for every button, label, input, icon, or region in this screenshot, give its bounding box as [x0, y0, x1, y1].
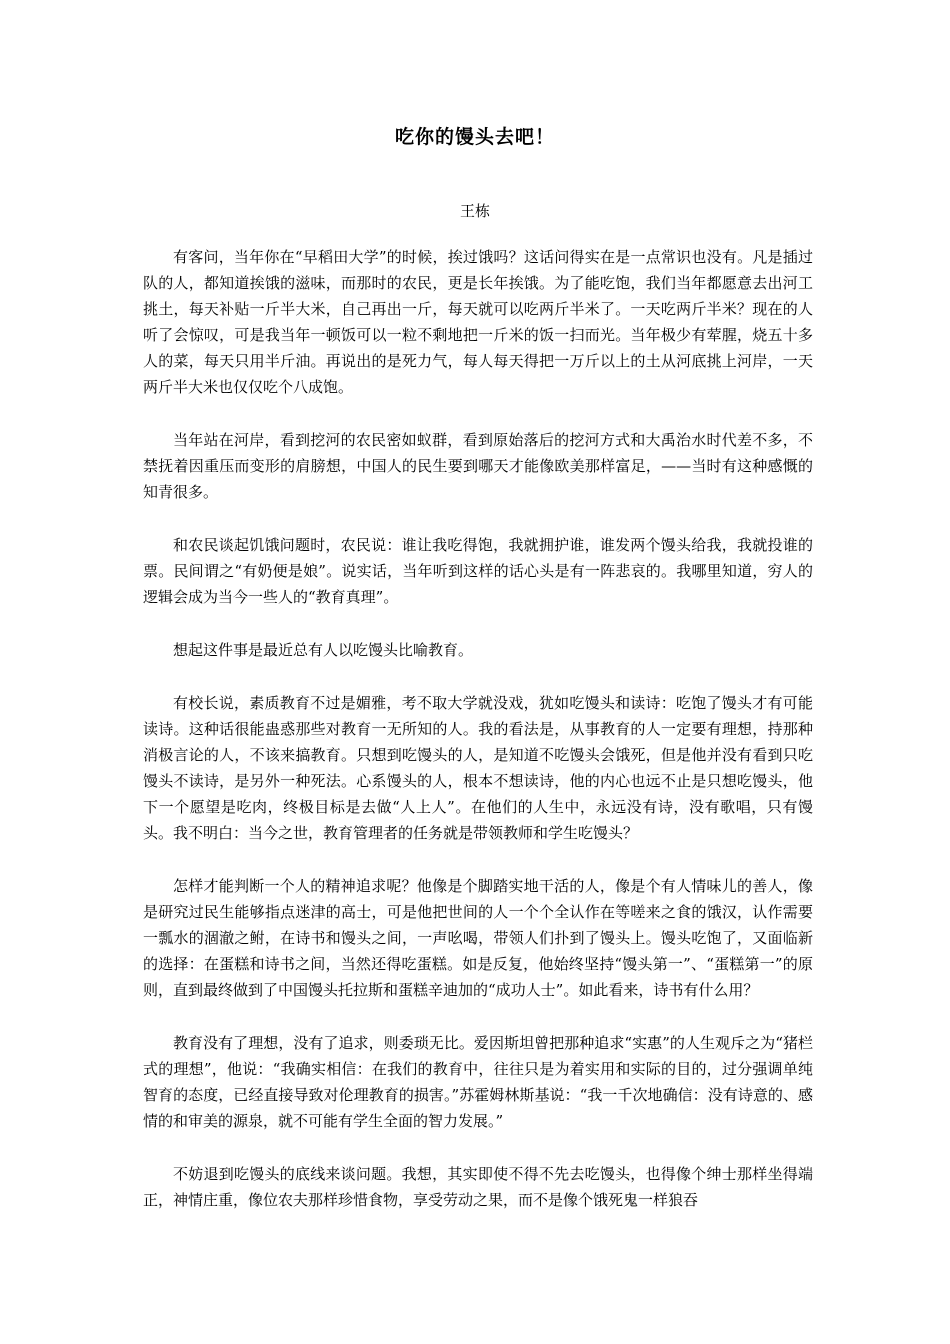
paragraph: 想起这件事是最近总有人以吃馒头比喻教育。	[173, 641, 474, 659]
paragraph: 当年站在河岸，看到挖河的农民密如蚁群，看到原始落后的挖河方式和大禹治水时代差不多，不禁抚着因重压而变形的肩膀想，中国人的民生要到哪天才能像欧美那样富足，——当时有这种感慨的知青很多。	[143, 431, 813, 501]
paragraph: 有客问，当年你在“早稻田大学”的时候，挨过饿吗？这话问得实在是一点常识也没有。凡是插过队的人，都知道挨饿的滋味，而那时的农民，更是长年挨饿。为了能吃饱，我们当年都愿意去出河工挑土，每天补贴一斤半大米，自己再出一斤，每天就可以吃两斤半米了。一天吃两斤半米？现在的人听了会惊叹，可是我当年一顿饭可以一粒不剩地把一斤米的饭一扫而光。当年极少有荤腥，烧五十多人的菜，每天只用半斤油。再说出的是死力气，每人每天得把一万斤以上的土从河底挑上河岸，一天两斤半大米也仅仅吃个八成饱。	[143, 248, 813, 396]
document-title: 吃你的馒头去吧！	[394, 126, 555, 148]
paragraph: 教育没有了理想，没有了追求，则委琐无比。爱因斯坦曾把那种追求“实惠”的人生观斥之为“猪栏式的理想”，他说：“我确实相信：在我们的教育中，往往只是为着实用和实际的目的，过分强调单纯智育的态度，已经直接导致对伦理教育的损害。”苏霍姆林斯基说：“我一千次地确信：没有诗意的、感情的和审美的源泉，就不可能有学生全面的智力发展。”	[143, 1034, 813, 1130]
paragraph: 不妨退到吃馒头的底线来谈问题。我想，其实即使不得不先去吃馒头，也得像个绅士那样坐得端正，神情庄重，像位农夫那样珍惜食物，享受劳动之果，而不是像个饿死鬼一样狼吞	[143, 1165, 813, 1209]
document-body	[143, 244, 813, 1240]
paragraph: 怎样才能判断一个人的精神追求呢？他像是个脚踏实地干活的人，像是个有人情味儿的善人，像是研究过民生能够指点迷津的高士，可是他把世间的人一个个全认作在等嗟来之食的饿汉，认作需要一瓢水的涸澈之鲋，在诗书和馒头之间，一声吆喝，带领人们扑到了馒头上。馒头吃饱了，又面临新的选择：在蛋糕和诗书之间，当然还得吃蛋糕。如是反复，他始终坚持“馒头第一”、“蛋糕第一”的原则，直到最终做到了中国馒头托拉斯和蛋糕辛迪加的“成功人士”。如此看来，诗书有什么用？	[143, 877, 813, 999]
document-author: 王栋	[459, 202, 490, 220]
paragraph: 和农民谈起饥饿问题时，农民说：谁让我吃得饱，我就拥护谁，谁发两个馒头给我，我就投谁的票。民间谓之“有奶便是娘”。说实话，当年听到这样的话心头是有一阵悲哀的。我哪里知道，穷人的逻辑会成为当今一些人的“教育真理”。	[143, 536, 813, 606]
paragraph: 有校长说，素质教育不过是媚雅，考不取大学就没戏，犹如吃馒头和读诗：吃饱了馒头才有可能读诗。这种话很能蛊惑那些对教育一无所知的人。我的看法是，从事教育的人一定要有理想，持那种消极言论的人，不该来搞教育。只想到吃馒头的人，是知道不吃馒头会饿死，但是他并没有看到只吃馒头不读诗，是另外一种死法。心系馒头的人，根本不想读诗，他的内心也远不止是只想吃馒头，他下一个愿望是吃肉，终极目标是去做“人上人”。在他们的人生中，永远没有诗，没有歌唱，只有馒头。我不明白：当今之世，教育管理者的任务就是带领教师和学生吃馒头？	[143, 694, 813, 842]
